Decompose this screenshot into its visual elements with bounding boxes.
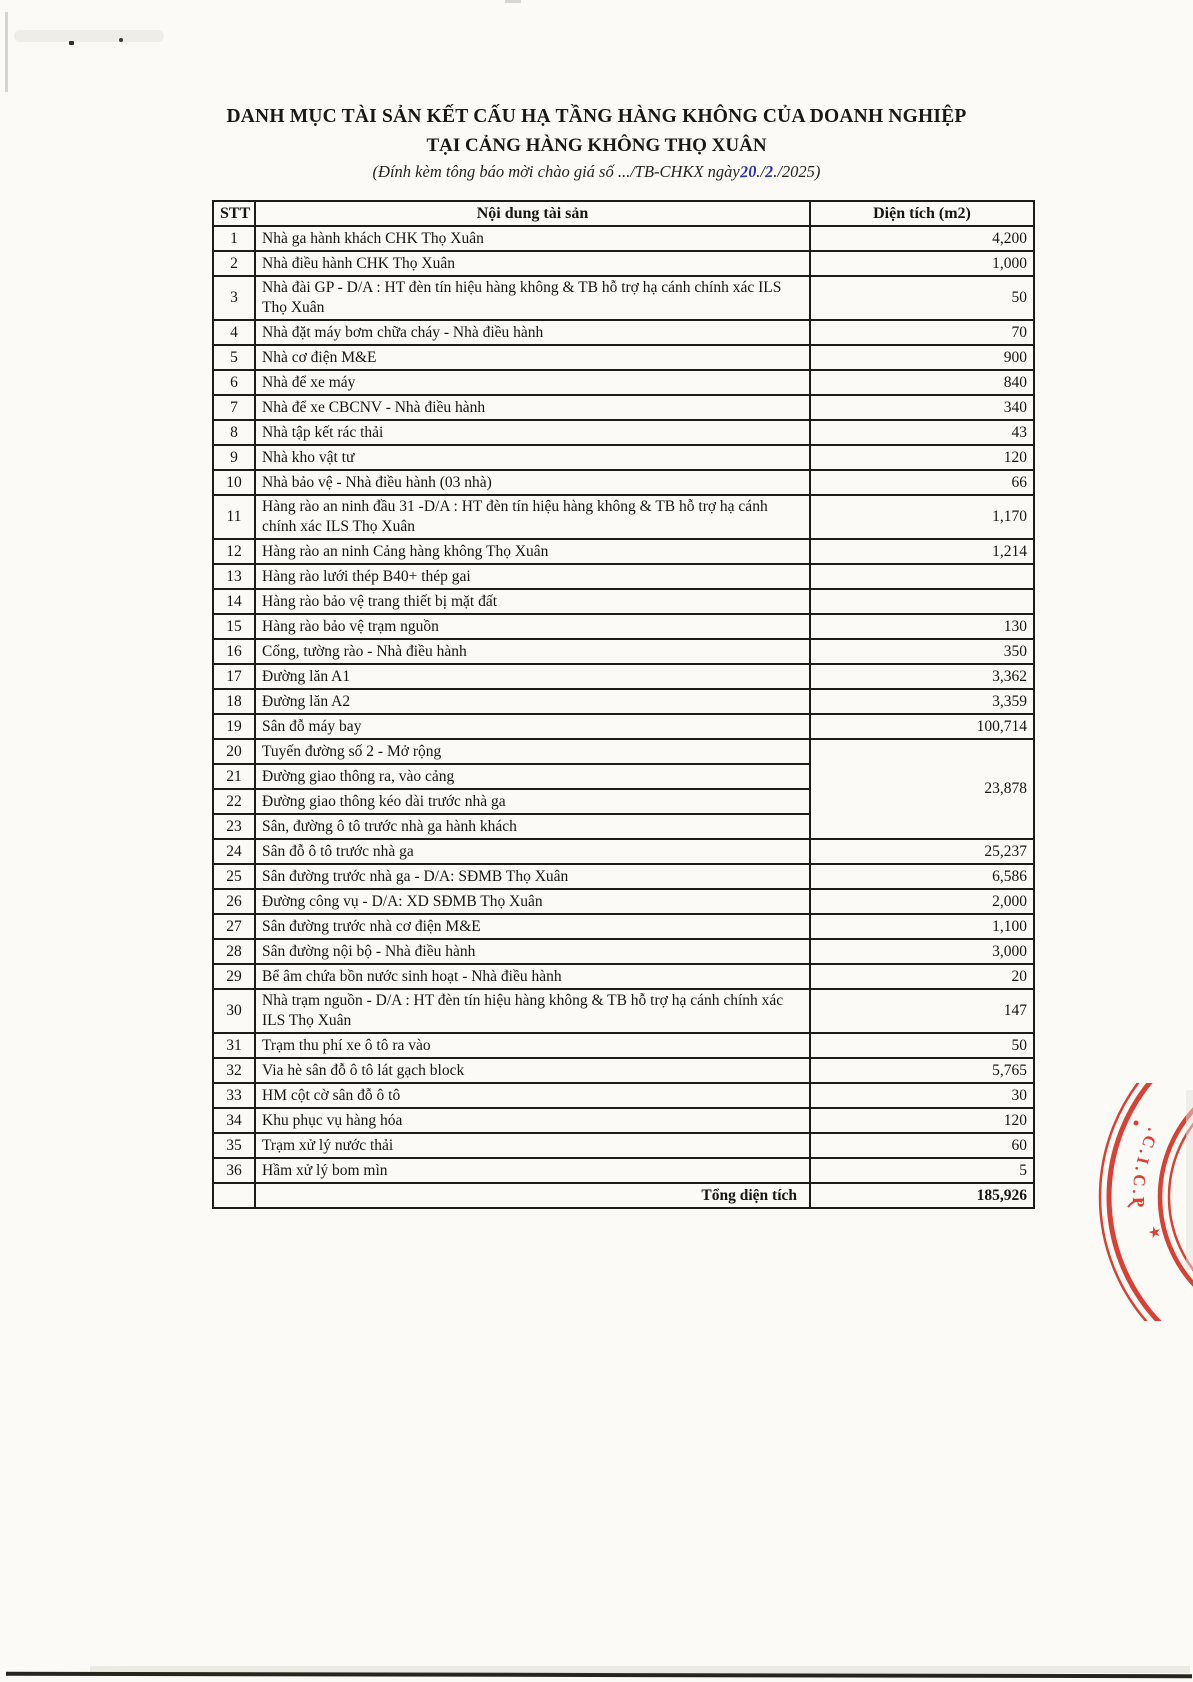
row-number-cell: 5 — [213, 345, 255, 370]
asset-name-cell: Bể âm chứa bồn nước sinh hoạt - Nhà điều hành — [255, 964, 810, 989]
table-row — [213, 939, 1034, 964]
row-number-cell: 28 — [213, 939, 255, 964]
row-number-cell: 18 — [213, 689, 255, 714]
handwritten-month: 2 — [764, 161, 774, 182]
area-value-cell: 840 — [810, 370, 1034, 395]
row-number-cell: 2 — [213, 251, 255, 276]
area-value-cell: 130 — [810, 614, 1034, 639]
table-header-row — [213, 201, 1034, 226]
stamp-star-icon: ★ — [1146, 1223, 1164, 1243]
row-number-cell: 17 — [213, 664, 255, 689]
asset-name-cell: Nhà để xe máy — [255, 370, 810, 395]
asset-name-cell: Nhà để xe CBCNV - Nhà điều hành — [255, 395, 810, 420]
table-row — [213, 495, 1034, 539]
asset-name-cell: Tuyến đường số 2 - Mở rộng — [255, 739, 810, 764]
asset-name-cell: Nhà đặt máy bơm chữa cháy - Nhà điều hành — [255, 320, 810, 345]
asset-name-cell: Hàng rào lưới thép B40+ thép gai — [255, 564, 810, 589]
area-value-cell: 23,878 — [810, 739, 1034, 839]
asset-name-cell: Sân đường nội bộ - Nhà điều hành — [255, 939, 810, 964]
row-number-cell: 19 — [213, 714, 255, 739]
table-row — [213, 276, 1034, 320]
area-value-cell: 1,214 — [810, 539, 1034, 564]
area-value-cell: 60 — [810, 1133, 1034, 1158]
area-value-cell: 30 — [810, 1083, 1034, 1108]
asset-name-cell: Nhà đài GP - D/A : HT đèn tín hiệu hàng không & TB hỗ trợ hạ cánh chính xác ILS Thọ Xuân — [255, 276, 810, 320]
table-row — [213, 614, 1034, 639]
total-label-cell: Tổng diện tích — [255, 1183, 810, 1208]
scan-artifact-dot — [69, 41, 74, 45]
table-row — [213, 539, 1034, 564]
asset-name-cell: Trạm xử lý nước thải — [255, 1133, 810, 1158]
scan-artifact-smudge — [14, 30, 164, 42]
header-area: Diện tích (m2) — [810, 201, 1034, 226]
table-row — [213, 1158, 1034, 1183]
asset-name-cell: Via hè sân đỗ ô tô lát gạch block — [255, 1058, 810, 1083]
total-value-cell: 185,926 — [810, 1183, 1034, 1208]
row-number-cell: 24 — [213, 839, 255, 864]
table-row — [213, 589, 1034, 614]
area-value-cell: 147 — [810, 989, 1034, 1033]
table-row — [213, 839, 1034, 864]
row-number-cell: 4 — [213, 320, 255, 345]
row-number-cell: 21 — [213, 764, 255, 789]
area-value-cell: 340 — [810, 395, 1034, 420]
asset-name-cell: Sân đỗ ô tô trước nhà ga — [255, 839, 810, 864]
asset-name-cell: Sân đường trước nhà ga - D/A: SĐMB Thọ Xuân — [255, 864, 810, 889]
asset-name-cell: Cổng, tường rào - Nhà điều hành — [255, 639, 810, 664]
stamp-text: .C.I.C.P — [1128, 1125, 1163, 1212]
asset-name-cell: Đường công vụ - D/A: XD SĐMB Thọ Xuân — [255, 889, 810, 914]
area-value-cell — [810, 589, 1034, 614]
asset-name-cell: Đường giao thông kéo dài trước nhà ga — [255, 789, 810, 814]
table-row — [213, 251, 1034, 276]
table-row — [213, 889, 1034, 914]
row-number-cell: 34 — [213, 1108, 255, 1133]
subtitle-year-suffix: ./2025) — [773, 162, 821, 181]
row-number-cell: 13 — [213, 564, 255, 589]
handwritten-day: 20 — [739, 161, 757, 182]
table-row — [213, 1108, 1034, 1133]
row-number-cell: 35 — [213, 1133, 255, 1158]
table-row — [213, 420, 1034, 445]
table-row — [213, 864, 1034, 889]
area-value-cell: 5 — [810, 1158, 1034, 1183]
asset-name-cell: Đường lăn A1 — [255, 664, 810, 689]
asset-name-cell: Hàng rào bảo vệ trang thiết bị mặt đất — [255, 589, 810, 614]
row-number-cell: 8 — [213, 420, 255, 445]
asset-name-cell: Nhà trạm nguồn - D/A : HT đèn tín hiệu hàng không & TB hỗ trợ hạ cánh chính xác ILS Thọ Xuân — [255, 989, 810, 1033]
area-value-cell: 50 — [810, 1033, 1034, 1058]
page-title-line1: DANH MỤC TÀI SẢN KẾT CẤU HẠ TẦNG HÀNG KHÔNG CỦA DOANH NGHIỆP — [226, 106, 967, 127]
area-value-cell: 1,100 — [810, 914, 1034, 939]
total-row — [213, 1183, 1034, 1208]
row-number-cell: 1 — [213, 226, 255, 251]
table-row — [213, 445, 1034, 470]
table-row — [213, 714, 1034, 739]
header-stt: STT — [213, 201, 255, 226]
area-value-cell: 25,237 — [810, 839, 1034, 864]
asset-name-cell: Nhà cơ điện M&E — [255, 345, 810, 370]
area-value-cell: 3,362 — [810, 664, 1034, 689]
area-value-cell: 1,000 — [810, 251, 1034, 276]
row-number-cell: 22 — [213, 789, 255, 814]
table-row — [213, 964, 1034, 989]
table-row — [213, 1083, 1034, 1108]
row-number-cell: 3 — [213, 276, 255, 320]
area-value-cell: 4,200 — [810, 226, 1034, 251]
row-number-cell: 6 — [213, 370, 255, 395]
area-value-cell: 100,714 — [810, 714, 1034, 739]
asset-name-cell: Khu phục vụ hàng hóa — [255, 1108, 810, 1133]
area-value-cell: 50 — [810, 276, 1034, 320]
asset-name-cell: Hàng rào bảo vệ trạm nguồn — [255, 614, 810, 639]
table-row — [213, 345, 1034, 370]
area-value-cell — [810, 564, 1034, 589]
table-row — [213, 914, 1034, 939]
asset-name-cell: Đường giao thông ra, vào cảng — [255, 764, 810, 789]
table-row — [213, 1058, 1034, 1083]
subtitle — [0, 162, 1193, 182]
row-number-cell: 23 — [213, 814, 255, 839]
row-number-cell: 11 — [213, 495, 255, 539]
asset-name-cell: Hầm xử lý bom mìn — [255, 1158, 810, 1183]
scan-artifact-left-strip — [5, 12, 8, 92]
table-row — [213, 739, 1034, 764]
table-row — [213, 395, 1034, 420]
row-number-cell: 31 — [213, 1033, 255, 1058]
row-number-cell: 30 — [213, 989, 255, 1033]
asset-table-body — [213, 226, 1034, 1183]
row-number-cell: 25 — [213, 864, 255, 889]
red-seal-stamp-icon — [1056, 1083, 1193, 1321]
asset-name-cell: Trạm thu phí xe ô tô ra vào — [255, 1033, 810, 1058]
area-value-cell: 120 — [810, 445, 1034, 470]
row-number-cell: 12 — [213, 539, 255, 564]
table-row — [213, 664, 1034, 689]
asset-name-cell: Hàng rào an ninh Cảng hàng không Thọ Xuân — [255, 539, 810, 564]
row-number-cell: 15 — [213, 614, 255, 639]
row-number-cell: 14 — [213, 589, 255, 614]
scan-artifact-dot — [119, 38, 123, 42]
row-number-cell: 33 — [213, 1083, 255, 1108]
table-row — [213, 989, 1034, 1033]
row-number-cell: 27 — [213, 914, 255, 939]
asset-name-cell: Nhà bảo vệ - Nhà điều hành (03 nhà) — [255, 470, 810, 495]
subtitle-printed-text: (Đính kèm tông báo mời chào giá số .../TB-CHKX ngày — [372, 162, 740, 181]
scan-artifact-top-mark — [505, 0, 521, 3]
asset-name-cell: Sân, đường ô tô trước nhà ga hành khách — [255, 814, 810, 839]
document-heading — [0, 106, 1193, 182]
area-value-cell: 66 — [810, 470, 1034, 495]
asset-name-cell: HM cột cờ sân đỗ ô tô — [255, 1083, 810, 1108]
area-value-cell: 70 — [810, 320, 1034, 345]
area-value-cell: 2,000 — [810, 889, 1034, 914]
area-value-cell: 3,359 — [810, 689, 1034, 714]
asset-name-cell: Nhà kho vật tư — [255, 445, 810, 470]
area-value-cell: 1,170 — [810, 495, 1034, 539]
page-title-line2: TẠI CẢNG HÀNG KHÔNG THỌ XUÂN — [426, 135, 767, 156]
asset-name-cell: Nhà điều hành CHK Thọ Xuân — [255, 251, 810, 276]
row-number-cell: 20 — [213, 739, 255, 764]
row-number-cell: 32 — [213, 1058, 255, 1083]
area-value-cell: 20 — [810, 964, 1034, 989]
total-stt-cell — [213, 1183, 255, 1208]
table-row — [213, 1033, 1034, 1058]
row-number-cell: 10 — [213, 470, 255, 495]
subtitle-separator-1: ./ — [756, 162, 765, 181]
table-row — [213, 564, 1034, 589]
table-row — [213, 320, 1034, 345]
area-value-cell: 3,000 — [810, 939, 1034, 964]
asset-name-cell: Đường lăn A2 — [255, 689, 810, 714]
scan-artifact-right-streak — [1186, 1090, 1193, 1270]
asset-name-cell: Hàng rào an ninh đầu 31 -D/A : HT đèn tín hiệu hàng không & TB hỗ trợ hạ cánh chính xác ILS Thọ Xuân — [255, 495, 810, 539]
asset-table — [212, 200, 1035, 1209]
table-row — [213, 1133, 1034, 1158]
area-value-cell: 43 — [810, 420, 1034, 445]
table-row — [213, 689, 1034, 714]
area-value-cell: 6,586 — [810, 864, 1034, 889]
asset-name-cell: Sân đường trước nhà cơ điện M&E — [255, 914, 810, 939]
area-value-cell: 5,765 — [810, 1058, 1034, 1083]
asset-name-cell: Nhà ga hành khách CHK Thọ Xuân — [255, 226, 810, 251]
area-value-cell: 120 — [810, 1108, 1034, 1133]
asset-name-cell: Sân đỗ máy bay — [255, 714, 810, 739]
area-value-cell: 900 — [810, 345, 1034, 370]
table-row — [213, 226, 1034, 251]
area-value-cell: 350 — [810, 639, 1034, 664]
row-number-cell: 7 — [213, 395, 255, 420]
row-number-cell: 26 — [213, 889, 255, 914]
row-number-cell: 16 — [213, 639, 255, 664]
table-row — [213, 370, 1034, 395]
row-number-cell: 9 — [213, 445, 255, 470]
table-row — [213, 639, 1034, 664]
table-row — [213, 470, 1034, 495]
header-content: Nội dung tài sản — [255, 201, 810, 226]
asset-name-cell: Nhà tập kết rác thải — [255, 420, 810, 445]
row-number-cell: 36 — [213, 1158, 255, 1183]
row-number-cell: 29 — [213, 964, 255, 989]
